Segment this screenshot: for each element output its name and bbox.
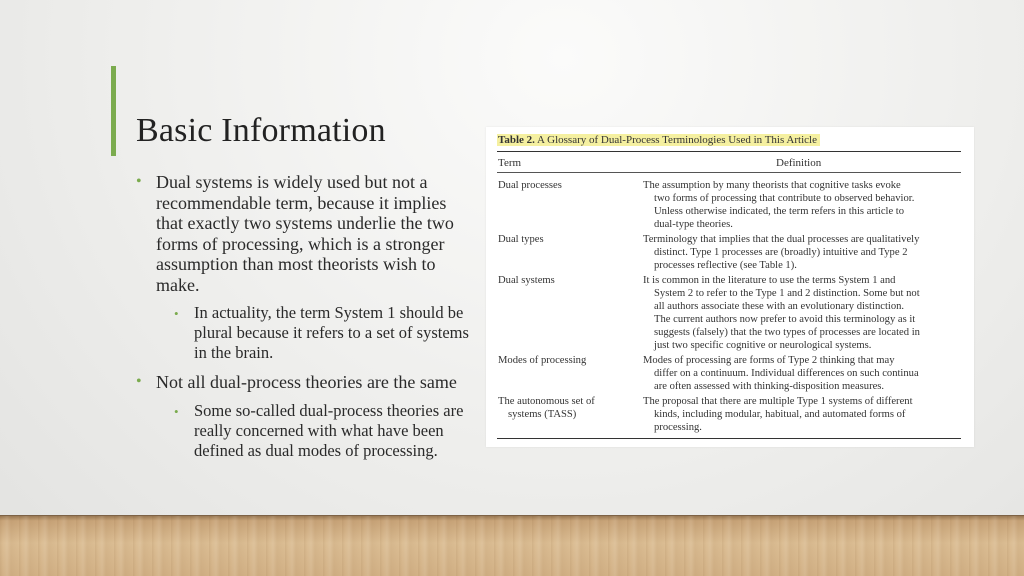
definition-line: processing. (654, 421, 702, 433)
table-caption (497, 134, 820, 146)
definition-line: It is common in the literature to use the terms System 1 and (643, 275, 896, 286)
term-line: Modes of processing (498, 355, 587, 366)
table-term-cell (498, 396, 638, 422)
definition-line: all authors associate these with an evolutionary distinction. (654, 300, 905, 312)
bullet-list (136, 172, 476, 470)
bullet-text: Dual systems is widely used but not a recommendable term, because it implies that exactly two systems underlie the two forms of processing, which is a stronger assumption than most theorists wish to make. (156, 172, 454, 295)
table-header-term: Term (498, 157, 522, 169)
bullet-dot-icon: • (136, 373, 142, 390)
term-line: Dual systems (498, 275, 555, 286)
bullet-dot-icon: • (174, 403, 179, 419)
sub-bullet-item (174, 303, 476, 363)
sub-bullet-item (174, 401, 476, 461)
table-definition-cell (643, 180, 963, 232)
glossary-table-image (486, 127, 974, 447)
bullet-dot-icon: • (136, 173, 142, 190)
definition-line: dual-type theories. (654, 218, 733, 230)
definition-line: suggests (falsely) that the two types of processes are located in (654, 326, 920, 338)
term-line: Dual types (498, 234, 544, 245)
slide-title: Basic Information (136, 112, 386, 149)
table-header-rule (497, 172, 961, 173)
definition-line: two forms of processing that contribute to observed behavior. (654, 192, 915, 204)
table-term-cell (498, 234, 638, 247)
table-bottom-rule (497, 438, 961, 439)
definition-line: processes reflective (see Table 1). (654, 259, 797, 271)
table-definition-cell (643, 234, 963, 273)
table-caption-number: Table 2. (498, 134, 535, 146)
definition-line: kinds, including modular, habitual, and automated forms of (654, 408, 906, 420)
definition-line: System 2 to refer to the Type 1 and 2 distinction. Some but not (654, 287, 920, 299)
bullet-dot-icon: • (174, 306, 179, 321)
bullet-item (136, 372, 476, 393)
wood-floor-background (0, 515, 1024, 576)
table-term-cell (498, 355, 638, 368)
definition-line: distinct. Type 1 processes are (broadly) intuitive and Type 2 (654, 246, 908, 258)
table-term-cell (498, 275, 638, 288)
table-term-cell (498, 180, 638, 193)
term-line: Dual processes (498, 180, 562, 191)
term-line: systems (TASS) (508, 408, 577, 420)
definition-line: Terminology that implies that the dual processes are qualitatively (643, 234, 920, 245)
definition-line: Unless otherwise indicated, the term refers in this article to (654, 205, 905, 217)
table-definition-cell (643, 275, 963, 352)
table-header-definition: Definition (776, 157, 822, 169)
bullet-text: Not all dual-process theories are the same (156, 372, 457, 392)
sub-bullet-text: Some so-called dual-process theories are really concerned with what have been defined as dual modes of processing. (194, 400, 464, 460)
definition-line: The assumption by many theorists that cognitive tasks evoke (643, 180, 901, 191)
title-accent-bar (111, 66, 116, 156)
bullet-item (136, 172, 476, 295)
definition-line: The current authors now prefer to avoid this terminology as it (654, 313, 916, 325)
term-line: The autonomous set of (498, 396, 595, 407)
definition-line: differ on a continuum. Individual differences on such continua (654, 367, 919, 379)
definition-line: are often assessed with thinking-disposition measures. (654, 380, 885, 392)
table-caption-text: A Glossary of Dual-Process Terminologies Used in This Article (537, 134, 817, 146)
definition-line: The proposal that there are multiple Type 1 systems of different (643, 396, 913, 407)
table-definition-cell (643, 396, 963, 435)
table-definition-cell (643, 355, 963, 394)
definition-line: Modes of processing are forms of Type 2 thinking that may (643, 355, 895, 366)
table-top-rule (497, 151, 961, 152)
sub-bullet-text: In actuality, the term System 1 should be plural because it refers to a set of systems in the brain. (194, 303, 469, 362)
definition-line: just two specific cognitive or neurological systems. (654, 339, 872, 351)
